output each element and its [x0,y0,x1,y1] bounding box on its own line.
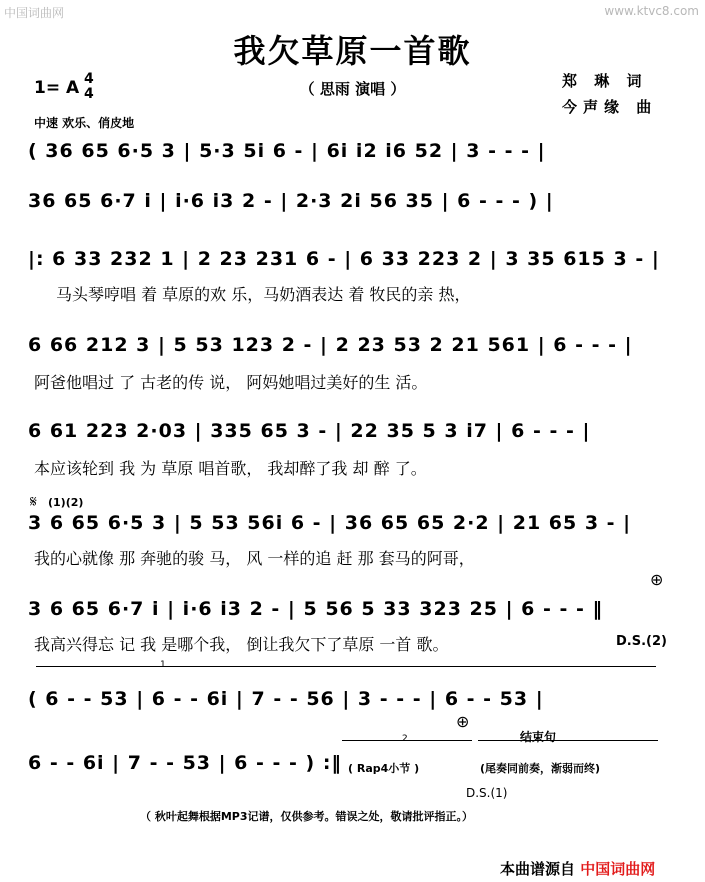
score-line-4: 6 66 212 3 | 5 53 123 2 - | 2 23 53 2 21 561 | 6 - - - | [28,334,633,356]
volta-1-bracket [36,666,656,667]
key-signature: 1= A [34,78,80,98]
time-signature [84,72,94,102]
repeat-marks: (1)(2) [48,496,84,509]
segno-icon: 𝄋 [30,492,37,511]
score-line-2: 36 65 6·7 i | i·6 i3 2 - | 2·3 2i 56 35 | 6 - - - ) | [28,190,554,212]
meter-bottom: 4 [84,86,94,102]
singer-line: （ 思雨 演唱 ） [299,80,406,98]
footer-source [500,858,655,879]
meter-top: 4 [84,71,94,87]
lyric-line-1: 马头琴哼唱 着 草原的欢 乐，马奶酒表达 着 牧民的亲 热， [56,285,471,304]
score-line-1: ( 36 65 6·5 3 | 5·3 5i 6 - | 6i i2 i6 52 | 3 - - - | [28,140,546,162]
score-line-3: |: 6 33 232 1 | 2 23 231 6 - | 6 33 223 2 | 3 35 615 3 - | [28,248,660,270]
score-line-9: 6 - - 6i | 7 - - 53 | 6 - - - ) :‖ [28,752,342,774]
volta-2-number: 2 [402,734,408,744]
composer: 今声缘 曲 [562,98,658,116]
lyricist: 郑 琳 词 [562,72,648,90]
lyric-line-5: 我高兴得忘 记 我 是哪个我， 倒让我欠下了草原 一首 歌。 [34,635,449,654]
watermark-right: www.ktvc8.com [604,4,699,18]
lyric-line-2: 阿爸他唱过 了 古老的传 说， 阿妈她唱过美好的生 活。 [34,373,428,392]
score-line-5: 6 61 223 2·03 | 335 65 3 - | 22 35 5 3 i7 | 6 - - - | [28,420,591,442]
ds1-mark: D.S.(1) [466,786,508,800]
outro-note: (尾奏同前奏，渐弱而终) [480,762,601,775]
lyric-line-4: 我的心就像 那 奔驰的骏 马， 风 一样的追 赶 那 套马的阿哥， [34,549,475,568]
rap-note: ( Rap4小节 ) [348,762,420,775]
score-line-6: 3 6 65 6·5 3 | 5 53 56i 6 - | 36 65 65 2·2 | 21 65 3 - | [28,512,632,534]
coda-icon-2: ⊕ [456,712,470,731]
score-line-8: ( 6 - - 53 | 6 - - 6i | 7 - - 56 | 3 - - - | 6 - - 53 | [28,688,544,710]
volta-1-number: 1 [160,660,166,670]
footer-source-site[interactable]: 中国词曲网 [580,860,656,878]
tempo-marking: 中速 欢乐、俏皮地 [34,116,135,130]
ending-bracket [478,740,658,741]
ds2-mark: D.S.(2) [616,634,667,649]
coda-icon: ⊕ [650,570,664,589]
score-line-7: 3 6 65 6·7 i | i·6 i3 2 - | 5 56 5 33 323 25 | 6 - - - ‖ [28,598,603,620]
watermark-left: 中国词曲网 [4,6,65,20]
transcription-note: （ 秋叶起舞根据MP3记谱，仅供参考。错误之处，敬请批评指正。） [140,810,473,823]
ending-label: 结束句 [520,730,557,744]
song-title: 我欠草原一首歌 [233,32,472,70]
footer-source-label: 本曲谱源自 [500,860,576,878]
lyric-line-3: 本应该轮到 我 为 草原 唱首歌， 我却醉了我 却 醉 了。 [34,459,427,478]
